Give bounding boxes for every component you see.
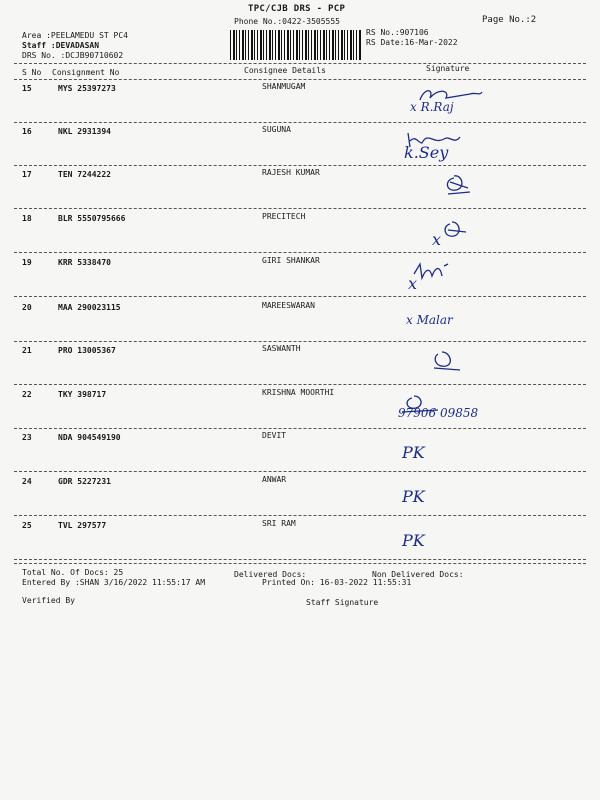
row-divider xyxy=(14,252,586,253)
signature-text: x R.Raj xyxy=(410,100,454,114)
signature-text: x xyxy=(408,274,418,293)
handwritten-signature xyxy=(408,260,488,292)
signature-text: PK xyxy=(402,487,425,506)
row-consignment: PRO 13005367 xyxy=(58,346,116,355)
column-sno: S No xyxy=(22,68,42,77)
barcode xyxy=(230,30,362,60)
row-consignment: MYS 25397273 xyxy=(58,84,116,93)
row-divider xyxy=(14,471,586,472)
non-delivered-docs: Non Delivered Docs: xyxy=(372,570,464,579)
printed-on: Printed On: 16-03-2022 11:55:31 xyxy=(262,578,412,587)
row-sno: 20 xyxy=(22,303,32,312)
column-consignment: Consignment No xyxy=(52,68,120,77)
signature-text: PK xyxy=(402,531,425,550)
column-consignee: Consignee Details xyxy=(244,66,326,75)
row-divider xyxy=(14,428,586,429)
row-consignment: NKL 2931394 xyxy=(58,127,111,136)
column-signature: Signature xyxy=(426,64,470,73)
row-consignment: KRR 5338470 xyxy=(58,258,111,267)
rs-date: RS Date:16-Mar-2022 xyxy=(366,38,458,47)
delivered-docs: Delivered Docs: xyxy=(234,570,307,579)
signature-scribble xyxy=(432,216,512,244)
row-consignment: GDR 5227231 xyxy=(58,477,111,486)
drs-number: DRS No. :DCJB90710602 xyxy=(22,51,124,60)
footer-divider xyxy=(14,563,586,564)
row-consignee: ANWAR xyxy=(262,475,287,484)
signature-text: x Malar xyxy=(406,313,453,327)
handwritten-signature xyxy=(410,86,490,118)
document-title: TPC/CJB DRS - PCP xyxy=(248,4,346,14)
row-sno: 22 xyxy=(22,390,32,399)
row-divider xyxy=(14,165,586,166)
row-divider xyxy=(14,296,586,297)
phone-number: Phone No.:0422-3505555 xyxy=(234,17,340,26)
row-divider xyxy=(14,515,586,516)
page-number: Page No.:2 xyxy=(482,15,537,25)
total-docs: Total No. Of Docs: 25 xyxy=(22,568,124,577)
staff-label: Staff :DEVADASAN xyxy=(22,41,100,50)
row-sno: 21 xyxy=(22,346,32,355)
row-consignee: SASWANTH xyxy=(262,344,301,353)
row-sno: 19 xyxy=(22,258,32,267)
signature-text: 97906 09858 xyxy=(398,406,479,420)
header-divider xyxy=(14,63,586,64)
row-consignee: SUGUNA xyxy=(262,125,291,134)
row-consignee: GIRI SHANKAR xyxy=(262,256,320,265)
handwritten-signature xyxy=(432,216,512,248)
row-divider xyxy=(14,341,586,342)
row-sno: 17 xyxy=(22,170,32,179)
signature-scribble xyxy=(408,260,488,288)
signature-text: k.Sey xyxy=(404,143,449,162)
row-consignee: SHANMUGAM xyxy=(262,82,306,91)
row-sno: 23 xyxy=(22,433,32,442)
row-consignment: NDA 904549190 xyxy=(58,433,121,442)
row-consignment: TEN 7244222 xyxy=(58,170,111,179)
row-consignment: TKY 398717 xyxy=(58,390,107,399)
signature-scribble xyxy=(440,172,520,200)
row-sno: 15 xyxy=(22,84,32,93)
verified-by: Verified By xyxy=(22,596,75,605)
handwritten-signature xyxy=(398,392,478,424)
row-divider xyxy=(14,208,586,209)
column-divider xyxy=(14,79,586,80)
handwritten-signature xyxy=(404,129,484,161)
row-sno: 16 xyxy=(22,127,32,136)
row-consignee: MAREESWARAN xyxy=(262,301,315,310)
entered-by: Entered By :SHAN 3/16/2022 11:55:17 AM xyxy=(22,578,206,587)
row-consignee: PRECITECH xyxy=(262,212,306,221)
staff-signature-label: Staff Signature xyxy=(306,598,379,607)
row-consignee: RAJESH KUMAR xyxy=(262,168,320,177)
row-consignee: DEVIT xyxy=(262,431,287,440)
area-label: Area :PEELAMEDU ST PC4 xyxy=(22,31,128,40)
signature-text: PK xyxy=(402,443,425,462)
row-sno: 18 xyxy=(22,214,32,223)
row-divider xyxy=(14,122,586,123)
row-divider xyxy=(14,384,586,385)
handwritten-signature xyxy=(428,348,508,380)
handwritten-signature xyxy=(440,172,520,204)
row-consignee: SRI RAM xyxy=(262,519,296,528)
row-divider xyxy=(14,559,586,560)
signature-scribble xyxy=(428,348,508,376)
row-sno: 24 xyxy=(22,477,32,486)
row-sno: 25 xyxy=(22,521,32,530)
rs-number: RS No.:907106 xyxy=(366,28,429,37)
row-consignment: BLR 5550795666 xyxy=(58,214,126,223)
row-consignment: MAA 290023115 xyxy=(58,303,121,312)
row-consignee: KRISHNA MOORTHI xyxy=(262,388,335,397)
row-consignment: TVL 297577 xyxy=(58,521,107,530)
signature-text: x xyxy=(432,230,442,249)
